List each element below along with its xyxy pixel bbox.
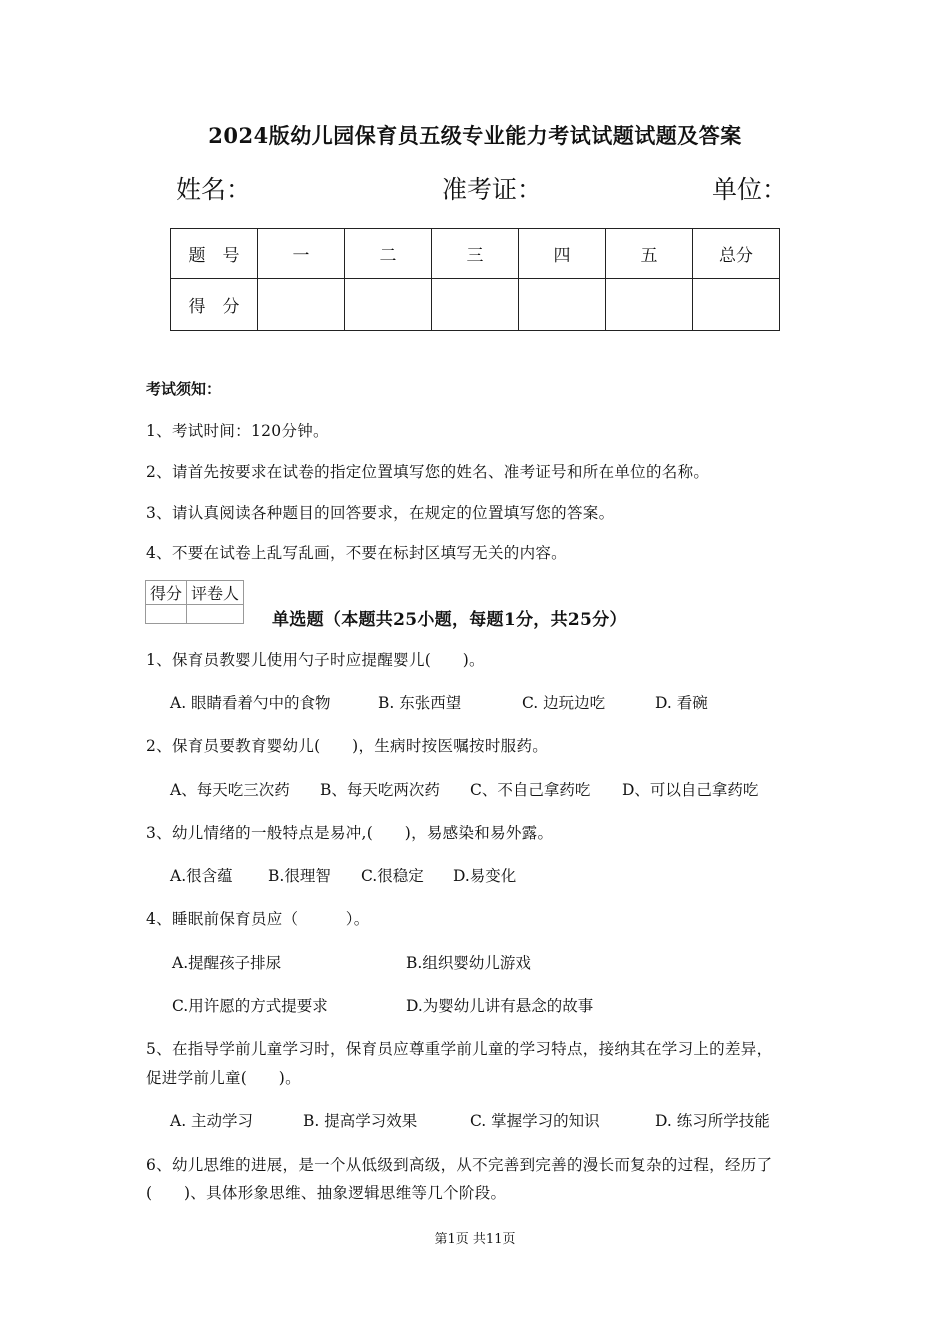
question-option: D.易变化 [453, 867, 517, 885]
score-cell [258, 279, 345, 331]
score-header-cell: 五 [606, 229, 693, 279]
score-table [170, 228, 780, 331]
question-option: D. 练习所学技能 [655, 1112, 770, 1130]
question-option: A. 眼睛看着勺中的食物 [170, 694, 331, 712]
score-row-label: 得 分 [171, 279, 258, 331]
question-text: 2、保育员要教育婴幼儿( )，生病时按医嘱按时服药。 [146, 737, 549, 755]
score-cell [432, 279, 519, 331]
unit-field-label: 单位： [712, 175, 788, 204]
grader-box-grader-label: 评卷人 [187, 581, 244, 605]
score-header-cell: 总分 [693, 229, 780, 279]
question-option: D. 看碗 [655, 694, 708, 712]
score-cell [345, 279, 432, 331]
question-option: A. 主动学习 [170, 1112, 254, 1130]
section-title: 单选题（本题共25小题，每题1分，共25分） [272, 610, 627, 630]
question-text-continued: ( )、具体形象思维、抽象逻辑思维等几个阶段。 [146, 1184, 507, 1202]
question-option: D、可以自己拿药吃 [622, 781, 759, 799]
question-option: C.用许愿的方式提要求 [172, 997, 328, 1015]
grader-box [145, 580, 244, 624]
grader-box-score-label: 得分 [146, 581, 187, 605]
question-text: 5、在指导学前儿童学习时，保育员应尊重学前儿童的学习特点，接纳其在学习上的差异， [146, 1040, 773, 1058]
grader-box-score-cell [146, 605, 187, 624]
question-option: B.很理智 [268, 867, 331, 885]
question-text: 3、幼儿情绪的一般特点是易冲,( )，易感染和易外露。 [146, 824, 554, 842]
question-option: C、不自己拿药吃 [470, 781, 591, 799]
question-option: C. 边玩边吃 [522, 694, 606, 712]
question-option: B、每天吃两次药 [320, 781, 440, 799]
question-text: 1、保育员教婴儿使用勺子时应提醒婴儿( )。 [146, 651, 485, 669]
score-header-cell: 四 [519, 229, 606, 279]
score-cell [519, 279, 606, 331]
question-option: B. 提高学习效果 [303, 1112, 418, 1130]
grader-box-grader-cell [187, 605, 244, 624]
score-header-cell: 三 [432, 229, 519, 279]
question-option: B.组织婴幼儿游戏 [406, 954, 531, 972]
notice-item: 2、请首先按要求在试卷的指定位置填写您的姓名、准考证号和所在单位的名称。 [146, 463, 710, 481]
question-text: 4、睡眠前保育员应（ ）。 [146, 910, 370, 928]
notice-title: 考试须知： [146, 380, 222, 398]
score-cell [606, 279, 693, 331]
notice-item: 4、不要在试卷上乱写乱画，不要在标封区填写无关的内容。 [146, 544, 567, 562]
score-cell [693, 279, 780, 331]
question-option: A.很含蕴 [170, 867, 233, 885]
document-title: 2024版幼儿园保育员五级专业能力考试试题试题及答案 [208, 123, 742, 148]
score-table-score-row [171, 279, 780, 331]
question-option: C.很稳定 [361, 867, 424, 885]
question-option: C. 掌握学习的知识 [470, 1112, 600, 1130]
name-field-label: 姓名： [176, 175, 252, 204]
score-header-cell: 一 [258, 229, 345, 279]
score-table-header-row [171, 229, 780, 279]
question-option: B. 东张西望 [378, 694, 462, 712]
notice-item: 1、考试时间：120分钟。 [146, 422, 329, 440]
score-header-cell: 题 号 [171, 229, 258, 279]
question-option: A、每天吃三次药 [170, 781, 290, 799]
question-option: A.提醒孩子排尿 [172, 954, 282, 972]
notice-item: 3、请认真阅读各种题目的回答要求，在规定的位置填写您的答案。 [146, 504, 615, 522]
page-footer: 第1页 共11页 [434, 1232, 516, 1247]
exam-id-field-label: 准考证： [442, 175, 543, 204]
question-text-continued: 促进学前儿童( )。 [146, 1069, 301, 1087]
score-header-cell: 二 [345, 229, 432, 279]
question-text: 6、幼儿思维的进展，是一个从低级到高级，从不完善到完善的漫长而复杂的过程，经历了 [146, 1156, 773, 1174]
question-option: D.为婴幼儿讲有悬念的故事 [406, 997, 594, 1015]
